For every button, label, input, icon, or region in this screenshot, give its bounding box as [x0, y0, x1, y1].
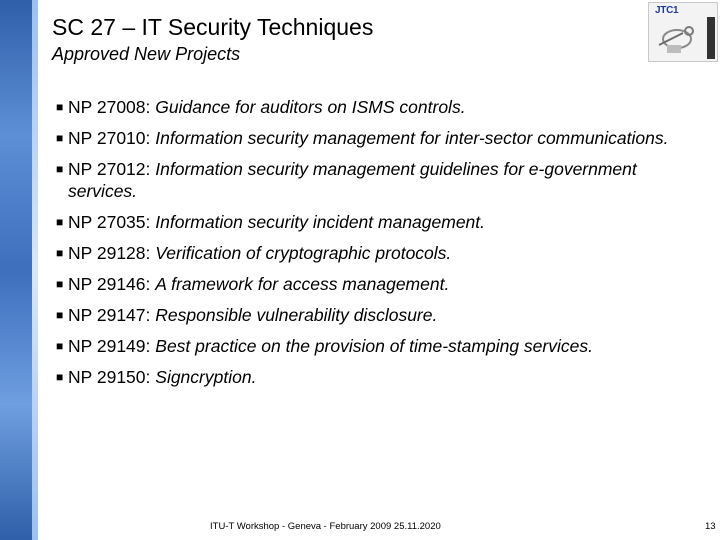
project-code: NP 29149:: [68, 336, 151, 356]
bullet-marker-icon: ■: [56, 308, 64, 322]
logo-text: JTC1: [655, 5, 679, 16]
project-description: Best practice on the provision of time-stamping services.: [155, 336, 593, 356]
lock-key-icon: [649, 15, 709, 61]
project-list: [56, 96, 696, 397]
project-code: NP 29146:: [68, 274, 151, 294]
list-item: [56, 96, 696, 118]
bullet-marker-icon: ■: [56, 100, 64, 114]
jtc1-logo: [648, 2, 718, 62]
list-item: [56, 335, 696, 357]
project-description: A framework for access management.: [155, 274, 450, 294]
project-description: Signcryption.: [155, 367, 257, 387]
bullet-marker-icon: ■: [56, 215, 64, 229]
list-item: [56, 158, 696, 202]
bullet-marker-icon: ■: [56, 131, 64, 145]
list-item: [56, 127, 696, 149]
project-code: NP 27035:: [68, 212, 151, 232]
project-description: Information security management for inter-sector communications.: [155, 128, 669, 148]
project-description: Information security management guidelines for e-government services.: [68, 159, 637, 201]
bullet-marker-icon: ■: [56, 246, 64, 260]
project-description: Responsible vulnerability disclosure.: [155, 305, 438, 325]
slide-footer: ITU-T Workshop - Geneva - February 2009 25.11.2020: [210, 521, 441, 532]
list-item: [56, 366, 696, 388]
list-item: [56, 304, 696, 326]
project-description: Guidance for auditors on ISMS controls.: [155, 97, 466, 117]
project-code: NP 27008:: [68, 97, 151, 117]
bullet-marker-icon: ■: [56, 162, 64, 176]
project-description: Information security incident management.: [155, 212, 486, 232]
logo-vertical-band: [707, 17, 715, 59]
list-item: [56, 273, 696, 295]
list-item: [56, 242, 696, 264]
bullet-marker-icon: ■: [56, 277, 64, 291]
project-code: NP 29147:: [68, 305, 151, 325]
project-description: Verification of cryptographic protocols.: [155, 243, 452, 263]
project-code: NP 29128:: [68, 243, 151, 263]
project-code: NP 27012:: [68, 159, 151, 179]
bullet-marker-icon: ■: [56, 370, 64, 384]
slide-title: SC 27 – IT Security Techniques: [52, 14, 374, 40]
project-code: NP 27010:: [68, 128, 151, 148]
project-code: NP 29150:: [68, 367, 151, 387]
page-number: 13: [705, 521, 716, 532]
left-decorative-bar: [0, 0, 38, 540]
slide-subtitle: Approved New Projects: [52, 44, 241, 64]
list-item: [56, 211, 696, 233]
bullet-marker-icon: ■: [56, 339, 64, 353]
